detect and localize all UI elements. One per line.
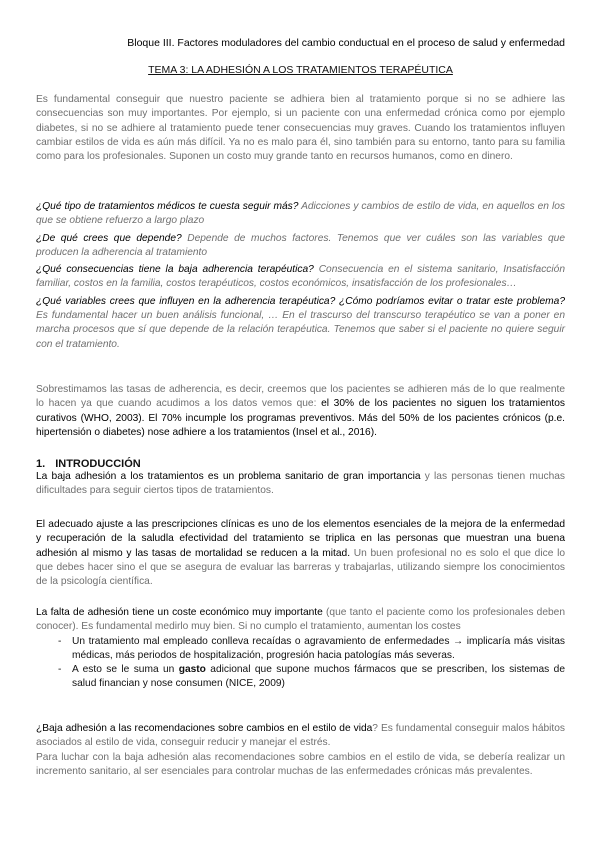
intro-p3 xyxy=(36,606,565,635)
intro-p4-rest: ? Es fundamental conseguir malos hábitos asociados al estilo de vida, conseguir reducir y manejar el estrés. xyxy=(36,723,566,749)
question-item xyxy=(36,295,565,352)
section-number: 1. xyxy=(36,458,46,470)
question-item xyxy=(36,232,565,261)
lifestyle-block xyxy=(36,722,565,779)
overestimate-paragraph xyxy=(36,383,565,440)
question-text: ¿De qué crees que depende? xyxy=(36,232,182,244)
overestimate-stats: el 30% de los pacientes no siguen los tratamientos curativos (WHO, 2003). El 70% incumple los programas preventivos. Más del 50% de los pacientes crónicos (p.e. hipertensión o diabetes) nose adhiere a los tratamientos (Insel et al., 2016). xyxy=(36,398,565,438)
bullet-text-pre: A esto se le suma un xyxy=(72,664,179,676)
intro-p2-rest: Un buen profesional no es solo el que dice lo que debes hacer sino el que se asegura de evaluar las barreras y trabajarlas, utilizando siempre los conocimientos de la psicología científica. xyxy=(36,547,565,588)
question-text: ¿Qué consecuencias tiene la baja adherencia terapéutica? xyxy=(36,264,314,276)
question-text: ¿Qué tipo de tratamientos médicos te cuesta seguir más? xyxy=(36,201,299,212)
question-text: ¿Qué variables crees que influyen en la adherencia terapéutica? ¿Cómo podríamos evitar o tratar este problema? xyxy=(36,295,565,307)
intro-p1 xyxy=(36,470,565,499)
answer-text: Adicciones y cambios de estilo de vida, en aquellos en los que se obtiene refuerzo a largo plazo xyxy=(36,201,565,227)
intro-p4 xyxy=(36,722,565,751)
cost-bullet-list xyxy=(36,635,565,692)
question-item xyxy=(36,200,565,229)
bullet-text-post: adicional que supone muchos fármacos que se prescriben, los sistemas de salud financian y nose consumen (NICE, 2009) xyxy=(72,664,565,690)
intro-p3-rest: (que tanto el paciente como los profesionales deben conocer). Es fundamental medirlo muy bien. Si no cumplo el tratamiento, aumentan los costes xyxy=(36,607,565,633)
section-heading xyxy=(36,458,565,470)
intro-p5: Para luchar con la baja adhesión alas recomendaciones sobre cambios en el estilo de vida, se debería realizar un incremento sanitario, al ser esenciales para controlar muchas de las enfermedades crónicas más prevalentes. xyxy=(36,751,565,777)
intro-p2 xyxy=(36,518,565,589)
intro-p1-main: La baja adhesión a los tratamientos es un problema sanitario de gran importancia xyxy=(36,471,421,482)
questions-block xyxy=(36,200,565,352)
answer-text: Consecuencia en el sistema sanitario, Insatisfacción familiar, costos en la familia, costos terapéuticos, costos económicos, insatisfacción de los profesionales… xyxy=(36,264,565,290)
bullet-text-bold: gasto xyxy=(178,664,206,676)
intro-p4-main: ¿Baja adhesión a las recomendaciones sobre cambios en el estilo de vida xyxy=(36,723,373,734)
topic-title-text: TEMA 3: LA ADHESIÓN A LOS TRATAMIENTOS TERAPÉUTICA xyxy=(148,64,453,76)
intro-p3-main: La falta de adhesión tiene un coste económico muy importante xyxy=(36,607,323,618)
section-introduccion xyxy=(36,458,565,499)
overestimate-intro: Sobrestimamos las tasas de adherencia, es decir, creemos que los pacientes se adhieren más de lo que realmente lo hacen ya que cuando acudimos a los datos vemos que: xyxy=(36,384,565,410)
answer-text: Depende de muchos factores. Tenemos que ver cuáles son las variables que producen la adherencia al tratamiento xyxy=(36,232,565,258)
list-item xyxy=(36,663,565,692)
list-item xyxy=(36,635,565,664)
intro-p2-main: El adecuado ajuste a las prescripciones clínicas es uno de los elementos esenciales de la mejora de la enfermedad y recuperación de la saludla efectividad del tratamiento se triplica en las personas que muestran una buena adhesión al mismo y las tasas de mortalidad se reducen a la mitad. xyxy=(36,519,565,559)
running-header: Bloque III. Factores moduladores del cambio conductual en el proceso de salud y enfermedad xyxy=(127,37,565,49)
question-item xyxy=(36,263,565,292)
intro-paragraph: Es fundamental conseguir que nuestro paciente se adhiera bien al tratamiento porque si no se adhiere las consecuencias son muy importantes. Por ejemplo, si un paciente con una enfermedad crónica como por ejemplo diabetes, si no se adhiere al tratamiento puede tener consecuencias muy graves. Cuando los tratamientos influyen cambiar estilos de vida es aún más difícil. Ya no es malo para él, sino también para su entorno, tanto para su familia como para los profesionales. Suponen un costo muy grande tanto en recursos humanos, como en dinero. xyxy=(36,94,565,163)
section-title: INTRODUCCIÓN xyxy=(55,458,141,470)
cost-block xyxy=(36,606,565,692)
intro-p1-rest: y las personas tienen muchas dificultades para seguir ciertos tipos de tratamientos. xyxy=(36,471,566,497)
topic-title xyxy=(36,64,565,76)
bullet-text: Un tratamiento mal empleado conlleva recaídas o agravamiento de enfermedades → implicaría más visitas médicas, más periodos de hospitalización, progresión hacia patologías más severas. xyxy=(72,635,565,661)
answer-text: Es fundamental hacer un buen análisis funcional, … En el trascurso del transcurso terapéutico se van a poner en marcha procesos que sí que depende de la relación terapéutica. Tenemos que saber si el paciente no quiere seguir con el tratamiento. xyxy=(36,310,565,350)
